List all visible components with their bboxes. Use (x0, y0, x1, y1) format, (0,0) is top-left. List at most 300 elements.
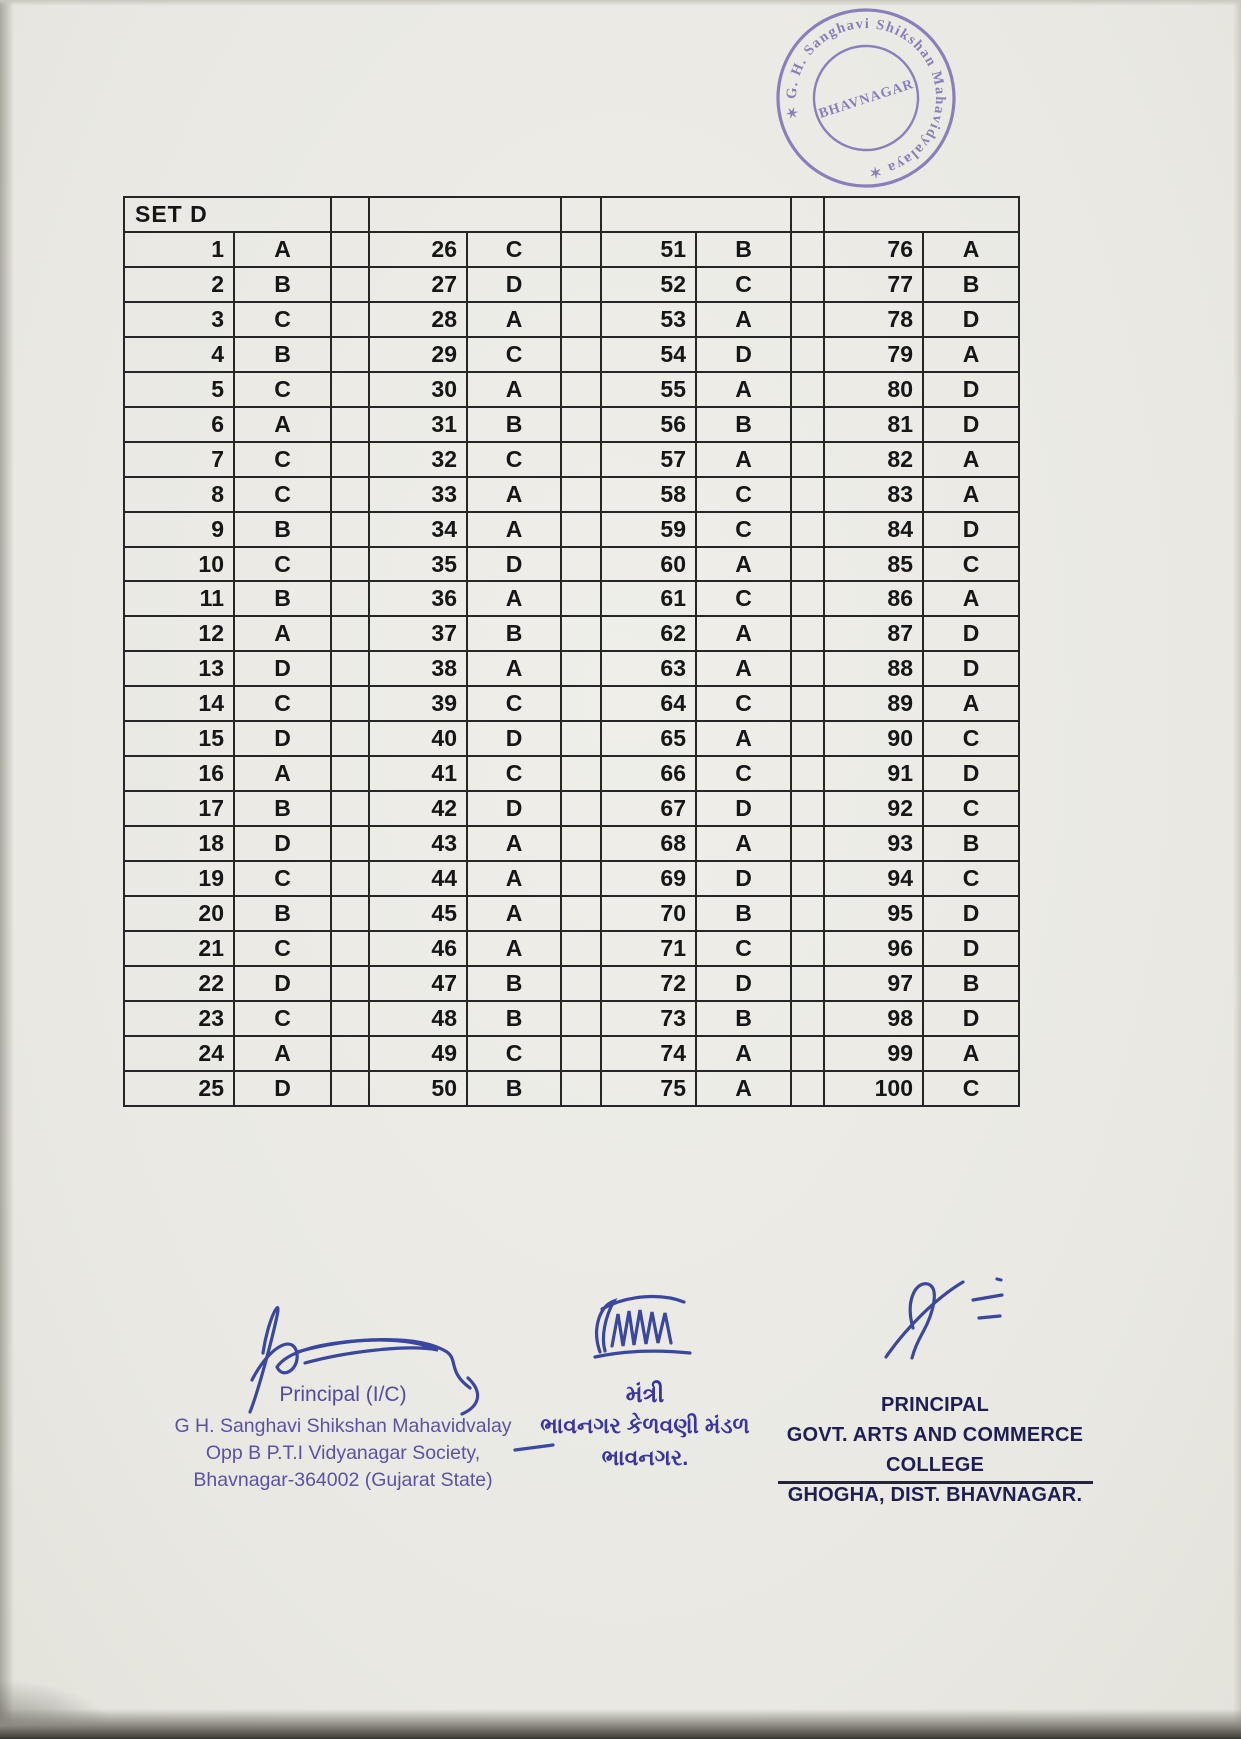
spacer-cell (791, 302, 824, 337)
question-number-cell: 80 (824, 372, 923, 407)
left-signatory-title: Principal (I/C) (279, 1383, 407, 1406)
answer-cell: D (696, 791, 791, 826)
table-row (124, 931, 1019, 966)
answer-cell: A (467, 372, 561, 407)
table-row (124, 1001, 1019, 1036)
answer-cell: D (923, 1001, 1019, 1036)
question-number-cell: 60 (601, 547, 696, 582)
spacer-cell (561, 581, 601, 616)
spacer-cell (331, 267, 369, 302)
question-number-cell: 56 (601, 407, 696, 442)
spacer-cell (561, 197, 601, 232)
answer-cell: B (467, 407, 561, 442)
answer-cell: D (923, 512, 1019, 547)
table-row (124, 756, 1019, 791)
question-number-cell: 14 (124, 686, 234, 721)
answer-cell: D (923, 616, 1019, 651)
question-number-cell: 34 (369, 512, 467, 547)
question-number-cell: 19 (124, 861, 234, 896)
answer-cell: A (696, 616, 791, 651)
answer-cell: A (467, 826, 561, 861)
answer-cell: A (696, 442, 791, 477)
question-number-cell: 26 (369, 232, 467, 267)
table-header-row (124, 197, 1019, 232)
spacer-cell (331, 547, 369, 582)
question-number-cell: 53 (601, 302, 696, 337)
question-number-cell: 32 (369, 442, 467, 477)
spacer-cell (791, 547, 824, 582)
spacer-cell (561, 1001, 601, 1036)
spacer-cell (791, 267, 824, 302)
spacer-cell (791, 826, 824, 861)
question-number-cell: 62 (601, 616, 696, 651)
left-signatory-block (128, 1383, 558, 1494)
answer-cell: B (467, 1001, 561, 1036)
question-number-cell: 97 (824, 966, 923, 1001)
right-signatory-line1: PRINCIPAL (880, 1394, 990, 1416)
spacer-cell (561, 861, 601, 896)
question-number-cell: 9 (124, 512, 234, 547)
header-empty-cell (824, 197, 1019, 232)
answer-cell: A (923, 477, 1019, 512)
answer-cell: A (234, 616, 331, 651)
question-number-cell: 38 (369, 651, 467, 686)
question-number-cell: 8 (124, 477, 234, 512)
question-number-cell: 46 (369, 931, 467, 966)
question-number-cell: 96 (824, 931, 923, 966)
question-number-cell: 31 (369, 407, 467, 442)
spacer-cell (331, 756, 369, 791)
answer-cell: C (923, 1071, 1019, 1106)
answer-cell: C (234, 477, 331, 512)
answer-cell: A (467, 896, 561, 931)
spacer-cell (561, 547, 601, 582)
question-number-cell: 24 (124, 1036, 234, 1071)
question-number-cell: 52 (601, 267, 696, 302)
answer-cell: C (923, 861, 1019, 896)
spacer-cell (791, 337, 824, 372)
question-number-cell: 69 (601, 861, 696, 896)
header-empty-cell (369, 197, 561, 232)
answer-cell: C (234, 372, 331, 407)
spacer-cell (331, 1071, 369, 1106)
answer-cell: C (467, 1036, 561, 1071)
question-number-cell: 95 (824, 896, 923, 931)
spacer-cell (791, 651, 824, 686)
question-number-cell: 1 (124, 232, 234, 267)
question-number-cell: 98 (824, 1001, 923, 1036)
spacer-cell (791, 581, 824, 616)
answer-cell: C (696, 931, 791, 966)
middle-signatory-block (495, 1380, 795, 1474)
question-number-cell: 74 (601, 1036, 696, 1071)
answer-cell: C (234, 931, 331, 966)
question-number-cell: 91 (824, 756, 923, 791)
spacer-cell (791, 372, 824, 407)
right-signatory-block (775, 1390, 1095, 1510)
question-number-cell: 17 (124, 791, 234, 826)
question-number-cell: 35 (369, 547, 467, 582)
answer-cell: A (923, 1036, 1019, 1071)
spacer-cell (791, 197, 824, 232)
question-number-cell: 81 (824, 407, 923, 442)
question-number-cell: 65 (601, 721, 696, 756)
table-row (124, 791, 1019, 826)
spacer-cell (331, 616, 369, 651)
answer-cell: D (234, 651, 331, 686)
question-number-cell: 67 (601, 791, 696, 826)
question-number-cell: 87 (824, 616, 923, 651)
question-number-cell: 86 (824, 581, 923, 616)
question-number-cell: 21 (124, 931, 234, 966)
spacer-cell (561, 616, 601, 651)
spacer-cell (791, 1001, 824, 1036)
answer-cell: A (467, 931, 561, 966)
table-row (124, 686, 1019, 721)
answer-cell: A (234, 1036, 331, 1071)
answer-table-body (124, 197, 1019, 1106)
spacer-cell (791, 512, 824, 547)
spacer-cell (331, 861, 369, 896)
answer-cell: B (467, 1071, 561, 1106)
spacer-cell (561, 1036, 601, 1071)
table-row (124, 616, 1019, 651)
table-row (124, 826, 1019, 861)
middle-signatory-line1: મંત્રી (625, 1381, 665, 1408)
scan-edge-top (0, 0, 1241, 6)
answer-cell: D (234, 966, 331, 1001)
spacer-cell (331, 442, 369, 477)
answer-cell: B (923, 966, 1019, 1001)
question-number-cell: 55 (601, 372, 696, 407)
question-number-cell: 90 (824, 721, 923, 756)
question-number-cell: 75 (601, 1071, 696, 1106)
question-number-cell: 40 (369, 721, 467, 756)
answer-cell: C (467, 686, 561, 721)
spacer-cell (791, 791, 824, 826)
spacer-cell (791, 896, 824, 931)
answer-cell: C (696, 686, 791, 721)
answer-cell: C (696, 756, 791, 791)
spacer-cell (791, 1036, 824, 1071)
table-row (124, 512, 1019, 547)
answer-cell: A (696, 826, 791, 861)
table-row (124, 407, 1019, 442)
answer-cell: D (696, 337, 791, 372)
question-number-cell: 4 (124, 337, 234, 372)
set-label: SET D (124, 197, 331, 232)
spacer-cell (561, 966, 601, 1001)
question-number-cell: 23 (124, 1001, 234, 1036)
table-row (124, 1071, 1019, 1106)
question-number-cell: 18 (124, 826, 234, 861)
spacer-cell (791, 966, 824, 1001)
question-number-cell: 13 (124, 651, 234, 686)
middle-signatory-line3: ભાવનગર. (601, 1445, 689, 1470)
answer-cell: A (923, 581, 1019, 616)
answer-cell: D (234, 721, 331, 756)
answer-cell: C (467, 442, 561, 477)
spacer-cell (561, 756, 601, 791)
answer-cell: A (234, 232, 331, 267)
answer-cell: C (923, 791, 1019, 826)
spacer-cell (561, 337, 601, 372)
answer-cell: D (923, 407, 1019, 442)
spacer-cell (791, 477, 824, 512)
answer-cell: D (923, 651, 1019, 686)
spacer-cell (791, 756, 824, 791)
spacer-cell (331, 197, 369, 232)
spacer-cell (561, 931, 601, 966)
question-number-cell: 41 (369, 756, 467, 791)
question-number-cell: 50 (369, 1071, 467, 1106)
answer-cell: A (696, 1071, 791, 1106)
spacer-cell (561, 826, 601, 861)
institution-stamp (768, 0, 964, 196)
question-number-cell: 27 (369, 267, 467, 302)
question-number-cell: 57 (601, 442, 696, 477)
table-row (124, 302, 1019, 337)
spacer-cell (791, 686, 824, 721)
spacer-cell (331, 1036, 369, 1071)
question-number-cell: 42 (369, 791, 467, 826)
spacer-cell (331, 337, 369, 372)
answer-cell: C (467, 232, 561, 267)
answer-cell: A (923, 337, 1019, 372)
answer-cell: B (234, 581, 331, 616)
question-number-cell: 43 (369, 826, 467, 861)
answer-cell: D (923, 302, 1019, 337)
answer-cell: B (234, 896, 331, 931)
answer-cell: B (234, 791, 331, 826)
right-signatory-line2: GOVT. ARTS AND COMMERCE COLLEGE (786, 1424, 1084, 1476)
answer-cell: A (696, 302, 791, 337)
question-number-cell: 70 (601, 896, 696, 931)
answer-cell: C (696, 267, 791, 302)
answer-cell: C (696, 477, 791, 512)
question-number-cell: 29 (369, 337, 467, 372)
question-number-cell: 88 (824, 651, 923, 686)
answer-cell: C (234, 547, 331, 582)
spacer-cell (331, 791, 369, 826)
scan-edge-right (1233, 0, 1241, 1739)
question-number-cell: 66 (601, 756, 696, 791)
question-number-cell: 39 (369, 686, 467, 721)
table-row (124, 1036, 1019, 1071)
question-number-cell: 25 (124, 1071, 234, 1106)
spacer-cell (561, 651, 601, 686)
question-number-cell: 48 (369, 1001, 467, 1036)
right-signatory-underline (778, 1481, 1093, 1484)
question-number-cell: 89 (824, 686, 923, 721)
middle-signatory-line2: ભાવનગર કેળવણી મંડળ (540, 1413, 750, 1438)
table-row (124, 477, 1019, 512)
answer-key-table (123, 196, 1020, 1107)
spacer-cell (791, 861, 824, 896)
question-number-cell: 5 (124, 372, 234, 407)
answer-cell: B (234, 337, 331, 372)
answer-cell: A (467, 861, 561, 896)
table-row (124, 896, 1019, 931)
left-signatory-line3: Bhavnagar-364002 (Gujarat State) (193, 1469, 493, 1491)
question-number-cell: 10 (124, 547, 234, 582)
table-row (124, 337, 1019, 372)
header-empty-cell (601, 197, 791, 232)
spacer-cell (561, 267, 601, 302)
spacer-cell (791, 407, 824, 442)
question-number-cell: 92 (824, 791, 923, 826)
question-number-cell: 28 (369, 302, 467, 337)
answer-cell: C (923, 721, 1019, 756)
answer-cell: A (467, 477, 561, 512)
spacer-cell (331, 931, 369, 966)
spacer-cell (561, 512, 601, 547)
answer-cell: D (696, 966, 791, 1001)
spacer-cell (331, 477, 369, 512)
question-number-cell: 94 (824, 861, 923, 896)
question-number-cell: 22 (124, 966, 234, 1001)
table-row (124, 442, 1019, 477)
answer-cell: D (923, 931, 1019, 966)
answer-cell: C (234, 1001, 331, 1036)
question-number-cell: 44 (369, 861, 467, 896)
answer-cell: A (923, 686, 1019, 721)
answer-cell: D (234, 1071, 331, 1106)
answer-cell: B (234, 512, 331, 547)
spacer-cell (561, 721, 601, 756)
answer-cell: D (467, 267, 561, 302)
spacer-cell (331, 966, 369, 1001)
spacer-cell (331, 512, 369, 547)
question-number-cell: 2 (124, 267, 234, 302)
answer-cell: C (696, 512, 791, 547)
table-row (124, 581, 1019, 616)
spacer-cell (561, 896, 601, 931)
right-signatory-line3: GHOGHA, DIST. BHAVNAGAR. (787, 1484, 1083, 1506)
answer-cell: C (467, 756, 561, 791)
question-number-cell: 12 (124, 616, 234, 651)
scan-edge-left (0, 0, 14, 1739)
spacer-cell (331, 302, 369, 337)
spacer-cell (561, 302, 601, 337)
table-row (124, 372, 1019, 407)
question-number-cell: 71 (601, 931, 696, 966)
question-number-cell: 85 (824, 547, 923, 582)
question-number-cell: 84 (824, 512, 923, 547)
spacer-cell (561, 477, 601, 512)
right-signature (886, 1279, 1002, 1358)
spacer-cell (791, 442, 824, 477)
question-number-cell: 15 (124, 721, 234, 756)
answer-cell: C (234, 861, 331, 896)
spacer-cell (331, 232, 369, 267)
question-number-cell: 11 (124, 581, 234, 616)
scan-edge-bottom (0, 1709, 1241, 1739)
table-row (124, 267, 1019, 302)
spacer-cell (791, 931, 824, 966)
question-number-cell: 3 (124, 302, 234, 337)
question-number-cell: 54 (601, 337, 696, 372)
spacer-cell (331, 581, 369, 616)
question-number-cell: 30 (369, 372, 467, 407)
answer-cell: B (923, 826, 1019, 861)
spacer-cell (791, 616, 824, 651)
table-row (124, 721, 1019, 756)
answer-cell: B (696, 407, 791, 442)
answer-cell: D (234, 826, 331, 861)
spacer-cell (561, 1071, 601, 1106)
answer-cell: C (923, 547, 1019, 582)
stamp-arc-text: ✶ G. H. Sanghavi Shikshan Mahavidyalaya ✶ (783, 15, 949, 181)
answer-cell: C (234, 686, 331, 721)
question-number-cell: 20 (124, 896, 234, 931)
question-number-cell: 33 (369, 477, 467, 512)
table-row (124, 547, 1019, 582)
answer-cell: A (696, 547, 791, 582)
spacer-cell (561, 791, 601, 826)
stamp-center-text: BHAVNAGAR (817, 76, 916, 122)
question-number-cell: 64 (601, 686, 696, 721)
answer-cell: B (467, 616, 561, 651)
spacer-cell (561, 442, 601, 477)
answer-cell: D (467, 791, 561, 826)
table-row (124, 966, 1019, 1001)
answer-cell: B (467, 966, 561, 1001)
spacer-cell (331, 686, 369, 721)
question-number-cell: 45 (369, 896, 467, 931)
left-signatory-line1: G H. Sanghavi Shikshan Mahavidvalay (174, 1415, 512, 1437)
left-signatory-line2: Opp B P.T.I Vidyanagar Society, (205, 1442, 481, 1464)
question-number-cell: 6 (124, 407, 234, 442)
answer-cell: B (234, 267, 331, 302)
question-number-cell: 99 (824, 1036, 923, 1071)
question-number-cell: 100 (824, 1071, 923, 1106)
question-number-cell: 51 (601, 232, 696, 267)
question-number-cell: 72 (601, 966, 696, 1001)
spacer-cell (561, 686, 601, 721)
answer-cell: B (696, 232, 791, 267)
table-row (124, 232, 1019, 267)
answer-cell: C (467, 337, 561, 372)
answer-cell: D (923, 896, 1019, 931)
question-number-cell: 73 (601, 1001, 696, 1036)
question-number-cell: 77 (824, 267, 923, 302)
answer-cell: A (234, 756, 331, 791)
question-number-cell: 93 (824, 826, 923, 861)
answer-cell: A (696, 721, 791, 756)
question-number-cell: 7 (124, 442, 234, 477)
spacer-cell (561, 407, 601, 442)
answer-cell: A (696, 1036, 791, 1071)
question-number-cell: 49 (369, 1036, 467, 1071)
answer-cell: D (467, 547, 561, 582)
answer-cell: D (696, 861, 791, 896)
table-row (124, 861, 1019, 896)
answer-cell: C (234, 302, 331, 337)
question-number-cell: 68 (601, 826, 696, 861)
answer-cell: D (923, 372, 1019, 407)
spacer-cell (331, 407, 369, 442)
answer-cell: A (234, 407, 331, 442)
answer-cell: B (923, 267, 1019, 302)
question-number-cell: 76 (824, 232, 923, 267)
spacer-cell (331, 896, 369, 931)
answer-cell: A (923, 232, 1019, 267)
answer-cell: C (234, 442, 331, 477)
question-number-cell: 61 (601, 581, 696, 616)
spacer-cell (331, 372, 369, 407)
answer-cell: A (696, 372, 791, 407)
